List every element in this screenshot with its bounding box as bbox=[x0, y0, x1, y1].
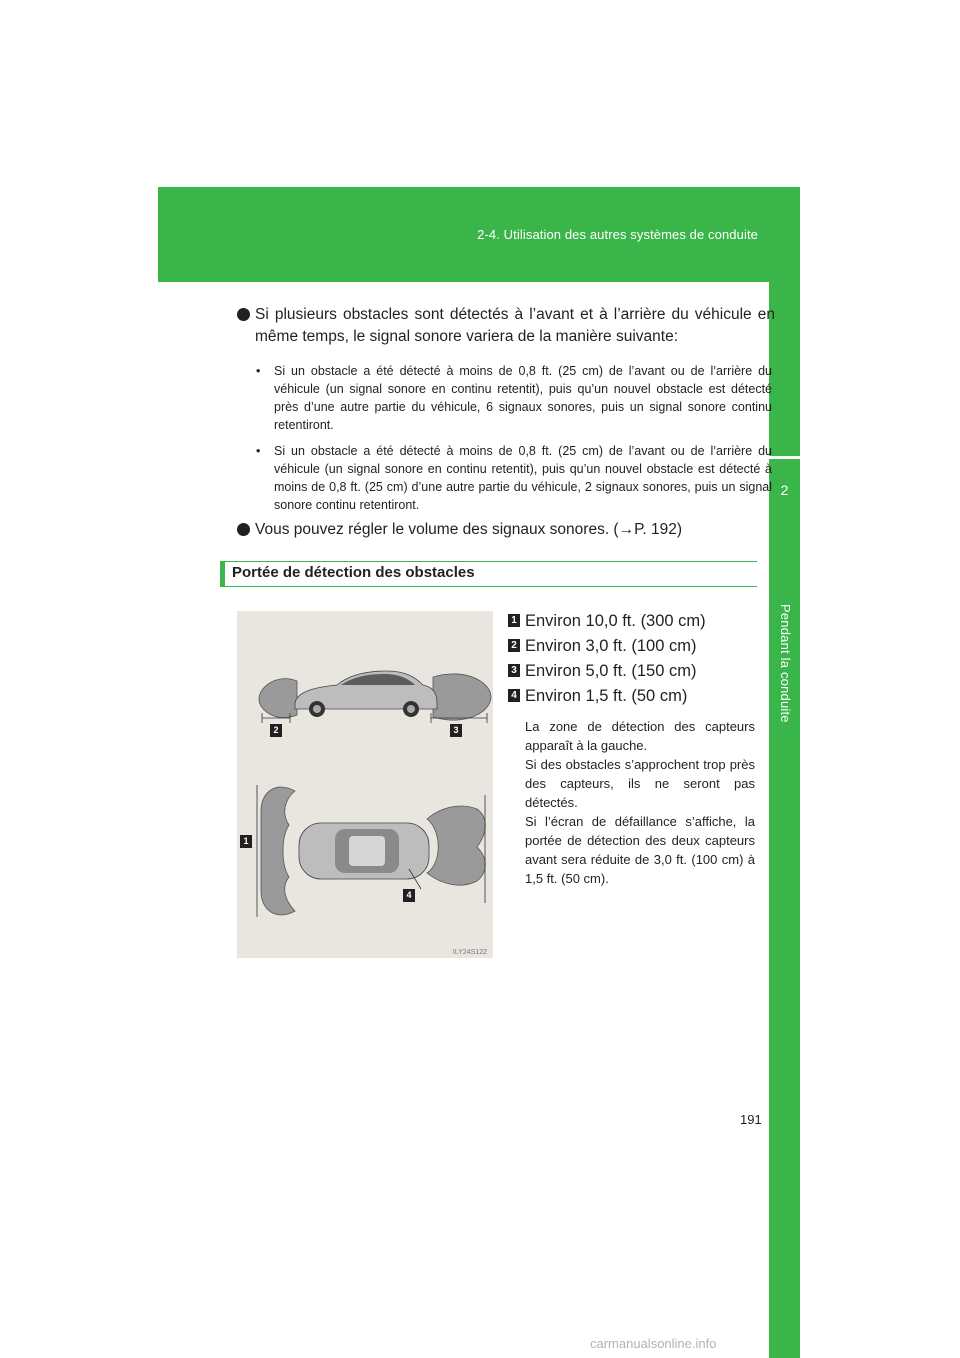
bullet-multiple-obstacles bbox=[237, 304, 775, 348]
side-tab-divider bbox=[769, 456, 800, 459]
section-heading bbox=[220, 561, 757, 587]
bullet-text: Vous pouvez régler le volume des signaux sonores. (→P. 192) bbox=[255, 521, 683, 538]
figure-label-4: 4 bbox=[403, 889, 415, 902]
sub-bullet-mark: • bbox=[256, 444, 261, 458]
note-too-close: Si des obstacles s’approchent trop près des capteurs, ils ne seront pas détectés. bbox=[525, 757, 755, 810]
page-number: 191 bbox=[740, 1112, 762, 1127]
bullet-dot bbox=[237, 523, 250, 536]
rear-zone-top bbox=[427, 806, 485, 885]
front-zone-top bbox=[261, 787, 295, 915]
bullet-dot bbox=[237, 308, 250, 321]
figure-code: ILY24S122 bbox=[452, 949, 487, 956]
legend-label: Environ 1,5 ft. (50 cm) bbox=[525, 687, 688, 705]
legend-number: 3 bbox=[508, 664, 520, 677]
detection-notes bbox=[525, 717, 755, 888]
header-band bbox=[158, 187, 800, 282]
legend-number: 1 bbox=[508, 614, 520, 627]
legend-label: Environ 5,0 ft. (150 cm) bbox=[525, 662, 697, 680]
note-malfunction: Si l’écran de défaillance s’affiche, la portée de détection des deux capteurs avant sera réduite de 3,0 ft. (100 cm) à 1,5 ft. (50 cm). bbox=[525, 814, 755, 886]
legend-label: Environ 10,0 ft. (300 cm) bbox=[525, 612, 706, 630]
sub-bullet-mark: • bbox=[256, 364, 261, 378]
sub-bullet-two-signals bbox=[256, 442, 772, 514]
note-sensor-area: La zone de détection des capteurs apparaît à la gauche. bbox=[525, 719, 755, 753]
detection-range-figure bbox=[237, 611, 493, 958]
legend-number: 4 bbox=[508, 689, 520, 702]
watermark: carmanualsonline.info bbox=[590, 1336, 717, 1351]
legend-number: 2 bbox=[508, 639, 520, 652]
bullet-text: Si plusieurs obstacles sont détectés à l’avant et à l’arrière du véhicule en même temps, le signal sonore variera de la manière suivante: bbox=[255, 306, 775, 345]
chapter-title: Pendant la conduite bbox=[778, 604, 793, 723]
figure-label-2: 2 bbox=[270, 724, 282, 737]
chapter-number: 2 bbox=[780, 482, 789, 498]
rear-zone-side bbox=[433, 674, 491, 720]
sub-bullet-text: Si un obstacle a été détecté à moins de 0,8 ft. (25 cm) de l’avant ou de l’arrière du véhicule (un signal sonore en continu retentit), puis qu’un nouvel obstacle est détecté près d’une autre partie du véhicule, 6 signaux sonores, puis un signal sonore continu retentiront. bbox=[274, 364, 772, 432]
front-zone-side bbox=[259, 679, 297, 718]
section-breadcrumb: 2-4. Utilisation des autres systèmes de conduite bbox=[477, 227, 758, 242]
car-side-view bbox=[295, 671, 437, 717]
bullet-volume bbox=[237, 519, 775, 541]
legend-label: Environ 3,0 ft. (100 cm) bbox=[525, 637, 697, 655]
chapter-side-tab bbox=[769, 282, 800, 1358]
sub-bullet-text: Si un obstacle a été détecté à moins de 0,8 ft. (25 cm) de l’avant ou de l’arrière du véhicule (un signal sonore en continu retentit), puis qu’un nouvel obstacle est détecté à moins de 0,8 ft. (25 cm) d’une autre partie du véhicule, 2 signaux sonores, puis un signal sonore continu retentiront. bbox=[274, 444, 772, 512]
sub-bullet-six-signals bbox=[256, 362, 772, 434]
figure-label-3: 3 bbox=[450, 724, 462, 737]
section-heading-text: Portée de détection des obstacles bbox=[232, 564, 475, 581]
figure-label-1: 1 bbox=[240, 835, 252, 848]
detection-range-diagram bbox=[237, 611, 493, 958]
section-heading-bar bbox=[220, 561, 225, 587]
